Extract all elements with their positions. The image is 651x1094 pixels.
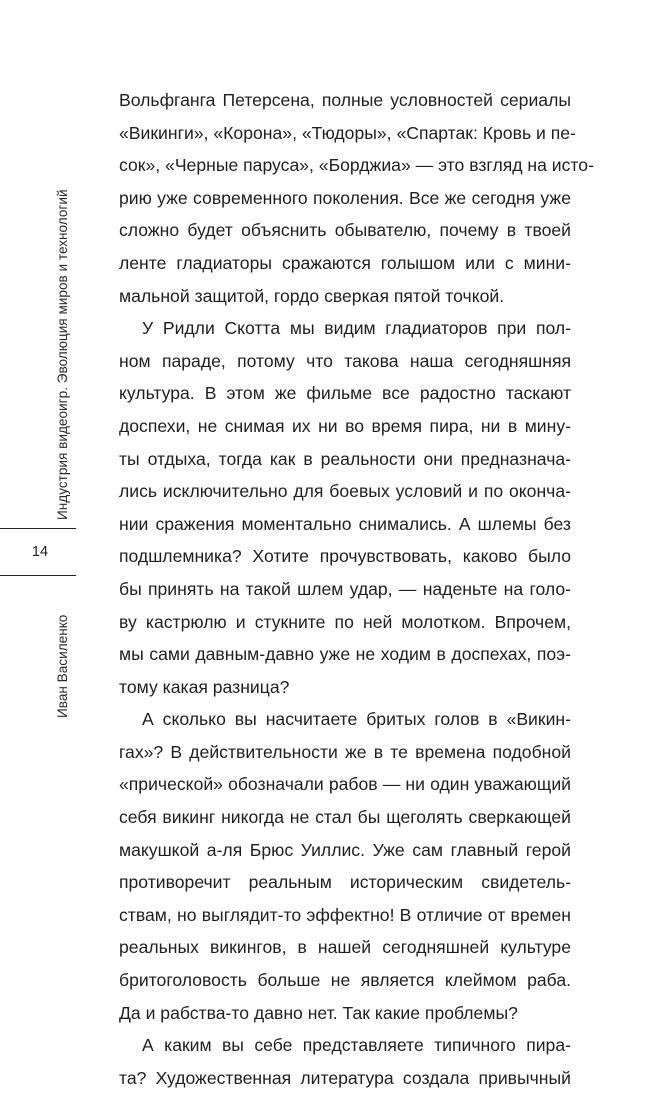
page-margin-sidebar [0, 0, 90, 1000]
page-number: 14 [31, 544, 49, 560]
text-line: бритоголовость больше не является клеймом раба. [119, 970, 571, 991]
text-line: подшлемника? Хотите прочувствовать, каково было [119, 546, 571, 567]
text-line: Вольфганга Петерсена, полные условностей сериалы [119, 90, 571, 110]
text-line: нии сражения моментально снимались. А шлемы без [119, 513, 571, 534]
text-line: культура. В этом же фильме все радостно таскают [119, 383, 571, 404]
text-line: тому какая разница? [119, 676, 290, 697]
text-line: рию уже современного поколения. Все же сегодня уже [119, 187, 571, 208]
margin-rule-top [0, 528, 76, 529]
text-line: мы сами давным-давно уже не ходим в доспехах, поэ- [119, 644, 571, 665]
text-line: доспехи, не снимая их ни во время пира, ни в мину- [119, 415, 571, 436]
text-line: ствам, но выглядит-то эффектно! В отличие от времен [119, 904, 571, 925]
margin-rule-bottom [0, 575, 76, 576]
text-line: та? Художественная литература создала привычный [119, 1067, 571, 1088]
running-head-book-title: Индустрия видеоигр. Эволюция миров и технологий [55, 189, 70, 520]
text-line: противоречит реальным историческим свидетель- [119, 872, 571, 893]
text-line: сложно будет объяснить обывателю, почему в твоей [119, 220, 571, 241]
text-line: себя викинг никогда не стал бы щеголять сверкающей [119, 807, 571, 828]
text-line: ленте гладиаторы сражаются голышом или с мини- [119, 252, 571, 273]
text-line: макушкой а-ля Брюс Уиллис. Уже сам главный герой [119, 839, 571, 860]
text-line: гах»? В действительности же в те времена подобной [119, 741, 571, 762]
text-line: мальной защитой, гордо сверкая пятой точкой. [119, 285, 505, 306]
text-line: Да и рабства-то давно нет. Так какие проблемы? [119, 1002, 518, 1023]
text-line: лись исключительно для боевых условий и по оконча- [119, 481, 571, 502]
running-head-author: Иван Василенко [55, 614, 70, 718]
text-line: сок», «Черные паруса», «Борджиа» — это взгляд на исто- [119, 155, 594, 176]
text-line: ном параде, потому что такова наша сегодняшняя [119, 350, 571, 371]
text-line: «Викинги», «Корона», «Тюдоры», «Спартак: Кровь и пе- [119, 122, 576, 143]
text-line: бы принять на такой шлем удар, — наденьте на голо- [119, 578, 571, 599]
text-line: А каким вы себе представляете типичного пира- [142, 1035, 571, 1056]
text-line: ты отдыха, тогда как в реальности они предназнача- [119, 448, 571, 469]
text-line: У Ридли Скотта мы видим гладиаторов при пол- [142, 318, 571, 339]
text-line: А сколько вы насчитаете бритых голов в «Викин- [142, 709, 571, 730]
text-line: реальных викингов, в нашей сегодняшней культуре [119, 937, 571, 958]
text-line: «прической» обозначали рабов — ни один уважающий [119, 774, 571, 795]
text-line: ву кастрюлю и стукните по ней молотком. Впрочем, [119, 611, 571, 632]
body-text [119, 84, 594, 1094]
